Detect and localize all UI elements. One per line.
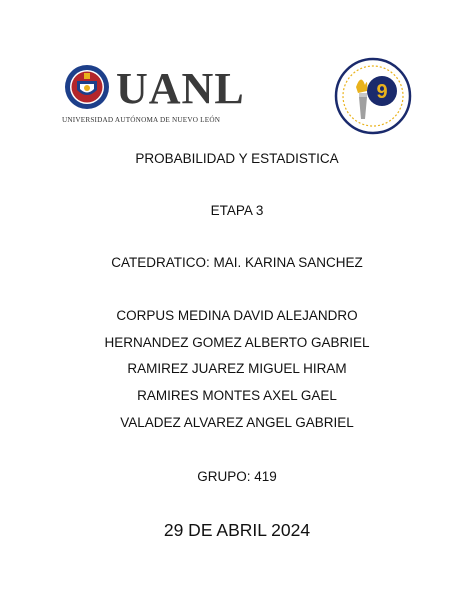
student-name: CORPUS MEDINA DAVID ALEJANDRO (116, 308, 358, 323)
prepa-number: 9 (376, 81, 388, 103)
date-label: 29 DE ABRIL 2024 (163, 520, 311, 540)
stage-label: ETAPA 3 (210, 203, 264, 218)
student-name: RAMIRES MONTES AXEL GAEL (137, 388, 337, 403)
teacher-label: CATEDRATICO: MAI. KARINA SANCHEZ (111, 255, 363, 270)
uanl-seal-icon (64, 64, 110, 110)
uanl-subtitle: UNIVERSIDAD AUTÓNOMA DE NUEVO LEÓN (62, 116, 221, 124)
student-name: HERNANDEZ GOMEZ ALBERTO GABRIEL (104, 335, 370, 350)
student-name: VALADEZ ALVAREZ ANGEL GABRIEL (120, 415, 354, 430)
prepa-9-logo-icon (334, 57, 412, 135)
uanl-logo (62, 62, 245, 124)
subject-title: PROBABILIDAD Y ESTADISTICA (135, 151, 339, 166)
uanl-wordmark: UANL (116, 64, 245, 113)
student-name: RAMIREZ JUAREZ MIGUEL HIRAM (127, 361, 347, 376)
group-label: GRUPO: 419 (197, 469, 277, 484)
